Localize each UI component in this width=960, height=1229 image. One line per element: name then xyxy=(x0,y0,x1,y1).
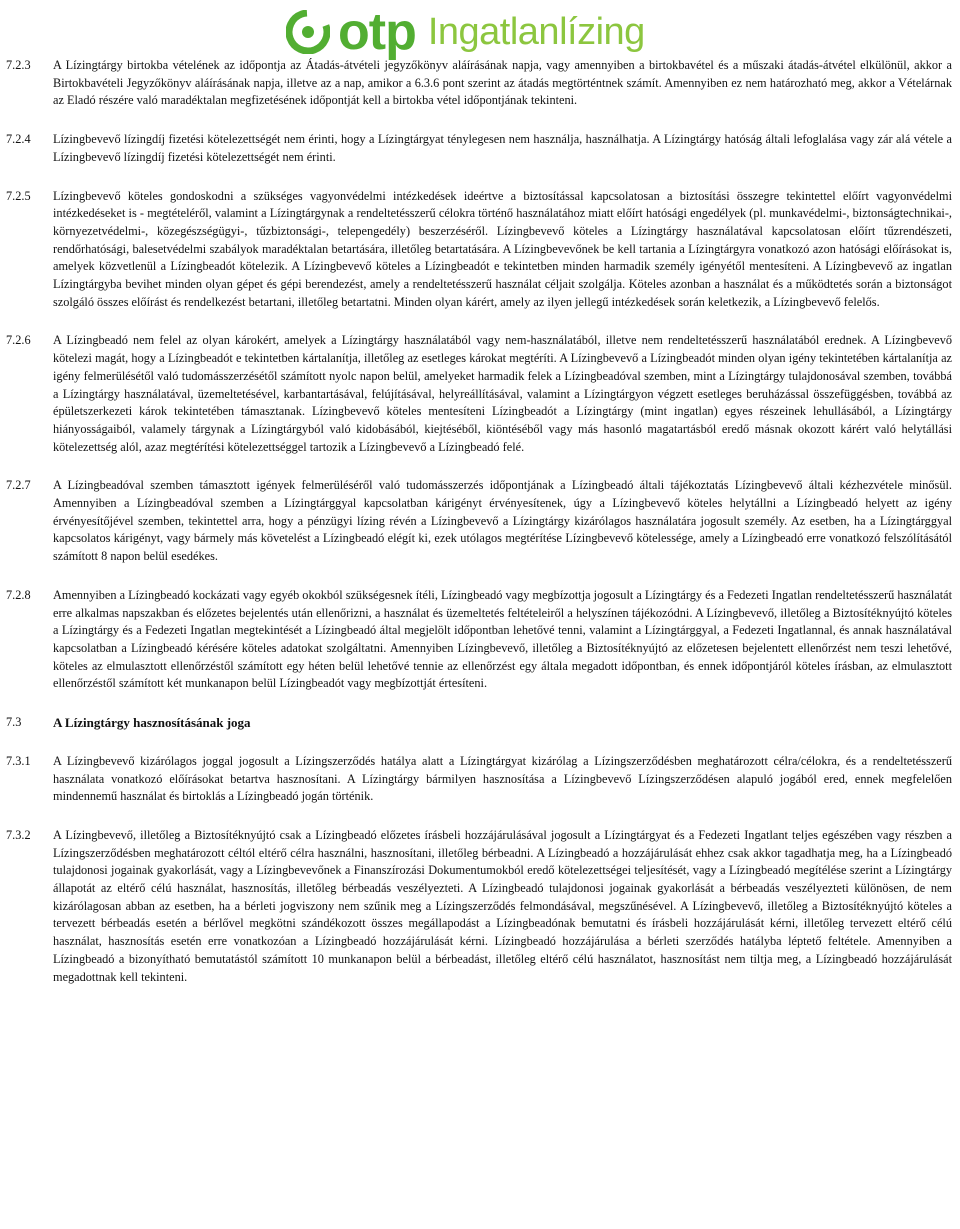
section-number: 7.2.3 xyxy=(6,58,31,72)
section-number: 7.3 xyxy=(6,715,22,730)
section-7-3-1 xyxy=(6,753,952,806)
section-number: 7.3.2 xyxy=(6,827,31,842)
product-name: Ingatlanlízing xyxy=(427,11,645,53)
section-text: A Lízingtárgy birtokba vételének az időpontja az Átadás-átvételi jegyzőkönyv aláírásának napja, vagy amennyiben a birtokbavétel és a műszaki átadás-átvétel elkülönül, akkor a Birtokbavételi Jegyzőkönyv aláírásának napja, illetve az a nap, amikor a 6.3.6 pont szerint az átadás megtörténtnek számít. Amennyiben ez nem határozható meg, akkor a Vételárnak az Eladó részére való maradéktalan megfizetésének időpontját kell a birtokba vétel időpontjának tekinteni. xyxy=(53,58,952,108)
section-number: 7.2.5 xyxy=(6,188,31,203)
section-text: A Lízingbeadó nem felel az olyan károkért, amelyek a Lízingtárgy használatából vagy nem-használatából, illetve nem rendeltetésszerű használatából erednek. A Lízingbevevő kötelezi magát, hogy a Lízingbeadót e tekintetben kártalanítja, illetőleg az esetleges károkat megtéríti. A Lízingbevevő a Lízingbeadót minden olyan igény tekintetében kártalanítja az igény felmerülésétől való tudomásszerzésétől számított nyolc napon belül, amelyeket harmadik felek a Lízingbeadóval szemben, mint a Lízingtárgy tulajdonosával szemben, továbbá a Lízingtárgy használatával, üzemeltetésével, karbantartásával, felújításával, helyreállításával, valamint a Lízingtárgyon végzett esetleges beruházással összefüggésben, továbbá az épületszerkezeti károk tekintetében támasztanak. Lízingbevevő köteles mentesíteni Lízingbeadót a Lízingtárgy (mint ingatlan) egyes részeinek lehullásából, a Lízingtárgy hiányosságaiból, valamely tárgynak a Lízingtárgyból való kidobásából, kiejtéséből, kiöntéséből vagy más hasonló magatartásból eredő másnak okozott kárért való helytállási kötelezettség alól, azaz megtérítési kötelezettséggel tartozik a Lízingbevevő a Lízingbeadó felé. xyxy=(53,333,952,454)
section-7-2-3 xyxy=(6,57,952,110)
otp-emblem-icon xyxy=(286,10,330,54)
section-text: Amennyiben a Lízingbeadó kockázati vagy egyéb okokból szükségesnek ítéli, Lízingbeadó vagy megbízottja jogosult a Lízingtárgy és a Fedezeti Ingatlan rendeltetésszerű használatát erre alkalmas napszakban és előzetes bejelentés után ellenőrizni, a használat és üzemeltetés feltételeiről a helyszínen tájékozódni. A Lízingbevevő, illetőleg a Biztosítéknyújtó köteles a Lízingtárgy és a Fedezeti Ingatlan megtekintését a Lízingbeadó által megjelölt időpontban lehetővé tenni, valamint a Lízingtárggyal, a Fedezeti Ingatlannal, és annak használatával kapcsolatban a Lízingbeadó kérésére köteles adatokat szolgáltatni. Amennyiben Lízingbevevő, illetőleg a Biztosítéknyújtó az előzetesen bejelentett ellenőrzést nem teszi lehetővé, köteles az elmulasztott ellenőrzéstől számított egy héten belül lehetővé tennie az ellenőrzést egy általa megadott időpontban, és ennek időpontjáról köteles írásban, az elmulasztott ellenőrzéstől számított két munkanapon belül Lízingbeadót vagy megbízottját értesíteni. xyxy=(53,587,952,691)
brand-name: otp xyxy=(338,3,416,61)
section-text: A Lízingbevevő, illetőleg a Biztosítéknyújtó csak a Lízingbeadó előzetes írásbeli hozzájárulásával jogosult a Lízingtárgyat és a Fedezeti Ingatlant teljes egészében vagy részben a Lízingszerződésben meghatározott céltól eltérő célra használni, hasznosítani, illetőleg bérbeadni. A Lízingbeadó a hozzájárulását ehhez csak akkor tagadhatja meg, ha a Lízingbeadó tulajdonosi jogainak gyakorlását, vagy a Lízingbevevőnek a Finanszírozási Dokumentumokból eredő kötelezettségei teljesítését, vagy a Lízingbeadó megítélése szerint a Lízingtárgy állapotát az eltérő célú használat, hasznosítás, illetőleg bérbeadás veszélyezteti. A Lízingbeadó tulajdonosi jogainak gyakorlását a bérbeadás veszélyezteti különösen, de nem kizárólagosan abban az esetben, ha a bérleti jogviszony nem szűnik meg a Lízingszerződés felmondásával, megszűnésével. A Lízingbevevő, illetőleg a Biztosítéknyújtó köteles a tervezett bérbeadás esetén a bérlővel megkötni szándékozott összes megállapodást a Lízingbeadónak bemutatni és írásbeli hozzájárulását kérni, illetőleg tervezett eltérő célú használat, hasznosítás esetén erre vonatkozóan a Lízingbeadó hozzájárulását kérni. Lízingbeadó hozzájárulása a bérleti szerződés hatályba léptető feltétele. Amennyiben a Lízingbeadó a bizonyítható bemutatástól számított 10 munkanapon belül a bérbeadást, illetőleg eltérő célú használatot, hasznosítást nem tiltja meg, a Lízingbeadó hozzájárulását megadottnak kell tekinteni. xyxy=(53,827,952,984)
section-text: Lízingbevevő köteles gondoskodni a szükséges vagyonvédelmi intézkedések ideértve a biztosítással kapcsolatosan a biztosítási összegre tekintettel előírt vagyonvédelmi intézkedéseket is - megtételéről, valamint a Lízingtárgynak a rendeltetésszerű célokra történő használatához miatt előírt hatósági engedélyek (pl. munkavédelmi-, biztonságtechnikai-, környezetvédelmi-, közegészségügyi-, tűzbiztonsági-, telepengedély) beszerzéséről. Lízingbevevő köteles a Lízingtárgy használatával kapcsolatosan előírt tűzrendészeti, rendőrhatósági, balesetvédelmi szabályok maradéktalan betartására, illetőleg betartatására. A Lízingbevevőnek be kell tartania a Lízingtárgyra vonatkozó azon hatósági előírásokat is, amelyek közvetlenül a Lízingbeadót kötelezik. A Lízingbevevő köteles a Lízingbeadót e tekintetben minden harmadik személy igényétől mentesíteni. A Lízingbevevő az ingatlan Lízingtárgyba bevihet minden olyan gépet és gépi berendezést, amely a rendeltetésszerű használat céljait szolgálja. Köteles azonban a használat és a működtetés során a biztonságot szolgáló összes előírást és rendelkezést betartani, illetőleg betartatni. Minden olyan kárért, amely az ilyen jellegű intézkedések során keletkezik, a Lízingbevevő felelős. xyxy=(53,188,952,309)
section-number: 7.2.6 xyxy=(6,333,31,348)
section-text: A Lízingbeadóval szemben támasztott igények felmerüléséről való tudomásszerzés időpontjának a Lízingbeadó általi tájékoztatás Lízingbevevő általi kézhezvétele minősül. Amennyiben a Lízingbeadóval szemben a Lízingtárggyal kapcsolatban kárigényt érvényesítenek, úgy a Lízingbevevő köteles helytállni a Lízingbeadó helyett az igény érvényesítőjével szemben, tekintettel arra, hogy a pénzügyi lízing révén a Lízingbevevő a Lízingtárgy kizárólagos használatára jogosult személy. Az esetben, ha a Lízingtárggyal kapcsolatos kárigényt, vagy bármely más követelést a Lízingbeadó elégít ki, ezek utólagos megtérítése Lízingbevevő kötelessége, amely a Lízingbeadó erre vonatkozó felszólításától számított 8 napon belül esedékes. xyxy=(53,478,952,564)
section-number: 7.3.1 xyxy=(6,753,31,768)
section-7-2-5 xyxy=(6,188,952,312)
section-7-2-4 xyxy=(6,131,952,166)
document-body xyxy=(6,57,952,986)
section-heading-7-3 xyxy=(6,714,952,732)
section-number: 7.2.4 xyxy=(6,132,31,147)
section-7-2-7 xyxy=(6,477,952,566)
section-text: A Lízingbevevő kizárólagos joggal jogosult a Lízingszerződés hatálya alatt a Lízingtárgyat kizárólag a Lízingszerződésben meghatározott célra/célokra, és a rendeltetésszerű használata vonatkozó előírásokat betartva hasznosítani. A Lízingtárgy bármilyen hasznosítása a Lízingbevevő Lízingszerződésen alapuló jogából ered, ennek megfelelően mindennemű használat és birtoklás a Lízingbeadó jogán történik. xyxy=(53,753,952,804)
section-text: Lízingbevevő lízingdíj fizetési kötelezettségét nem érinti, hogy a Lízingtárgyat ténylegesen nem használja, használhatja. A Lízingtárgy hatóság általi lefoglalása vagy zár alá vétele a Lízingbevevő lízingdíj fizetési kötelezettségét nem érinti. xyxy=(53,132,952,164)
section-7-2-6 xyxy=(6,332,952,456)
otp-logo xyxy=(286,2,645,62)
section-7-2-8 xyxy=(6,587,952,693)
section-heading: A Lízingtárgy hasznosításának joga xyxy=(53,715,251,731)
section-number: 7.2.8 xyxy=(6,587,31,602)
section-number: 7.2.7 xyxy=(6,478,31,493)
section-7-3-2 xyxy=(6,827,952,986)
